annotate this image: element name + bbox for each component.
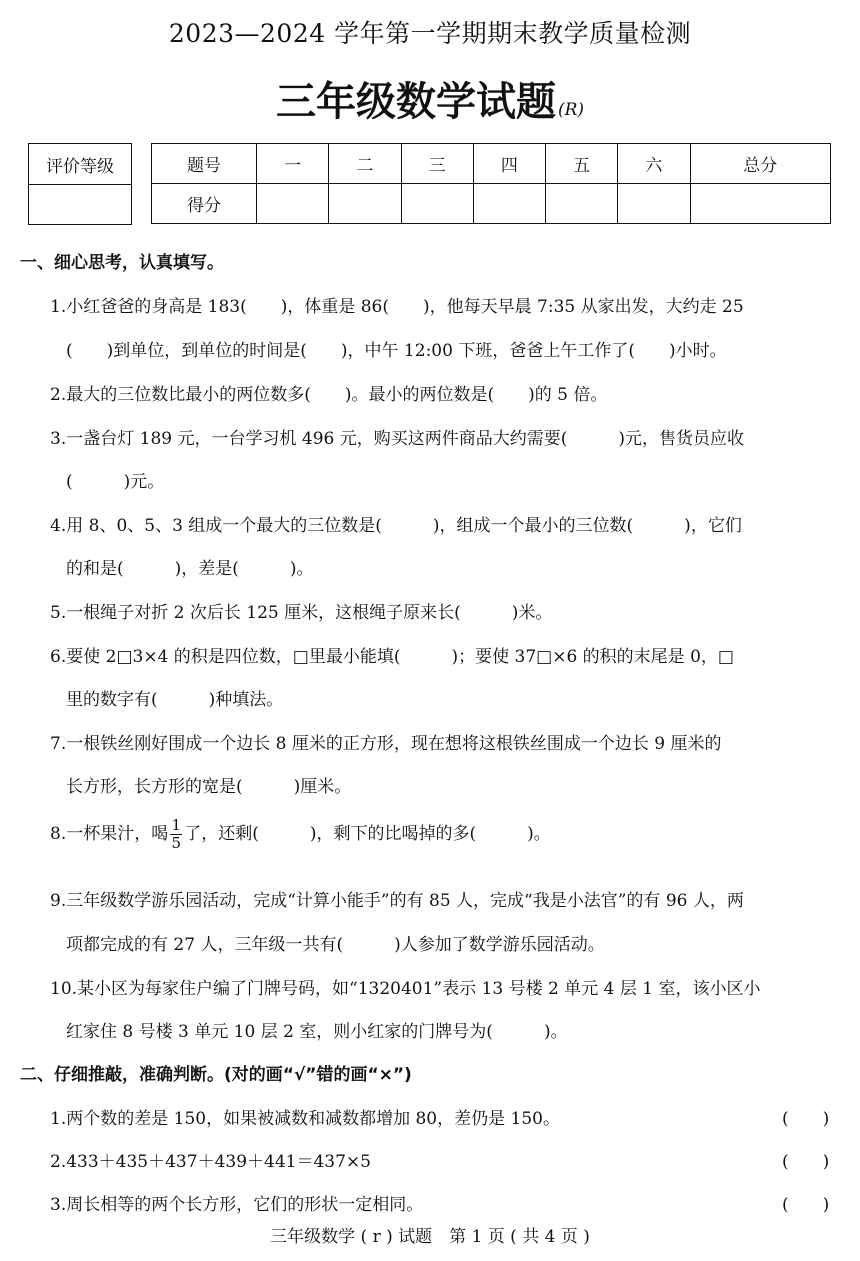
score-input-cell[interactable] xyxy=(546,184,618,224)
question-8-text-after: 了，还剩( )，剩下的比喝掉的多( )。 xyxy=(184,824,551,844)
section2-heading: 二、仔细推敲，准确判断。(对的画“√”错的画“×”) xyxy=(20,1065,412,1085)
question-line: 3.一盏台灯 189 元，一台学习机 496 元，购买这两件商品大约需要( )元，售货员应收 xyxy=(50,429,744,449)
question-line: ( )元。 xyxy=(66,472,165,492)
judge-answer-paren[interactable]: ( ) xyxy=(782,1152,830,1172)
exam-header: 2023—2024 学年第一学期期末教学质量检测 xyxy=(168,19,692,48)
score-table-cell: 五 xyxy=(546,144,618,184)
score-table-cell: 题号 xyxy=(152,144,257,184)
score-table-score-row xyxy=(152,184,831,224)
question-line: 5.一根绳子对折 2 次后长 125 厘米，这根绳子原来长( )米。 xyxy=(50,603,553,623)
question-line: 1.小红爸爸的身高是 183( )，体重是 86( )，他每天早晨 7:35 从家出发，大约走 25 xyxy=(50,297,744,317)
section1-heading: 一、细心思考，认真填写。 xyxy=(20,253,224,273)
score-input-cell[interactable] xyxy=(257,184,329,224)
score-table-cell: 六 xyxy=(618,144,690,184)
question-line: 的和是( )，差是( )。 xyxy=(66,559,314,579)
judge-answer-paren[interactable]: ( ) xyxy=(782,1195,830,1215)
question-line: 里的数字有( )种填法。 xyxy=(66,690,284,710)
fraction-numerator: 1 xyxy=(171,816,181,834)
score-table-cell: 二 xyxy=(329,144,401,184)
judge-item: 1.两个数的差是 150，如果被减数和减数都增加 80，差仍是 150。 xyxy=(50,1109,560,1129)
fraction xyxy=(170,818,182,851)
score-table-header-row xyxy=(152,144,831,184)
question-line: 2.最大的三位数比最小的两位数多( )。最小的两位数是( )的 5 倍。 xyxy=(50,385,608,405)
question-8 xyxy=(50,818,551,851)
score-table-cell: 得分 xyxy=(152,184,257,224)
score-table-cell: 三 xyxy=(401,144,473,184)
judge-item: 2.433＋435＋437＋439＋441＝437×5 xyxy=(50,1152,371,1172)
exam-title-main: 三年级数学试题 xyxy=(275,78,556,125)
exam-title xyxy=(0,70,860,127)
page-footer: 三年级数学 ( r ) 试题 第 1 页 ( 共 4 页 ) xyxy=(270,1227,590,1247)
question-line: 9.三年级数学游乐园活动，完成“计算小能手”的有 85 人，完成“我是小法官”的有 96 人，两 xyxy=(50,891,744,911)
score-input-cell[interactable] xyxy=(690,184,831,224)
score-input-cell[interactable] xyxy=(329,184,401,224)
question-line: ( )到单位，到单位的时间是( )，中午 12:00 下班，爸爸上午工作了( )小时。 xyxy=(66,341,727,361)
score-table-cell: 四 xyxy=(473,144,545,184)
question-line: 4.用 8、0、5、3 组成一个最大的三位数是( )，组成一个最小的三位数( )，它们 xyxy=(50,516,742,536)
evaluation-label: 评价等级 xyxy=(29,144,131,185)
evaluation-box xyxy=(28,143,132,225)
question-line: 10.某小区为每家住户编了门牌号码，如“1320401”表示 13 号楼 2 单元 4 层 1 室，该小区小 xyxy=(50,979,761,999)
score-table-cell: 总分 xyxy=(690,144,831,184)
question-line: 红家住 8 号楼 3 单元 10 层 2 室，则小红家的门牌号为( )。 xyxy=(66,1022,568,1042)
question-line: 6.要使 2□3×4 的积是四位数，□里最小能填( )；要使 37□×6 的积的末尾是 0，□ xyxy=(50,647,734,667)
question-line: 长方形，长方形的宽是( )厘米。 xyxy=(66,777,352,797)
question-line: 7.一根铁丝刚好围成一个边长 8 厘米的正方形，现在想将这根铁丝围成一个边长 9 厘米的 xyxy=(50,734,722,754)
score-input-cell[interactable] xyxy=(473,184,545,224)
question-8-text-before: 8.一杯果汁，喝 xyxy=(50,824,169,844)
score-input-cell[interactable] xyxy=(618,184,690,224)
score-input-cell[interactable] xyxy=(401,184,473,224)
score-table xyxy=(151,143,831,224)
fraction-denominator: 5 xyxy=(171,834,181,852)
judge-item: 3.周长相等的两个长方形，它们的形状一定相同。 xyxy=(50,1195,424,1215)
score-table-cell: 一 xyxy=(257,144,329,184)
question-line: 项都完成的有 27 人，三年级一共有( )人参加了数学游乐园活动。 xyxy=(66,935,605,955)
judge-answer-paren[interactable]: ( ) xyxy=(782,1109,830,1129)
exam-title-sub: (R) xyxy=(557,100,585,120)
